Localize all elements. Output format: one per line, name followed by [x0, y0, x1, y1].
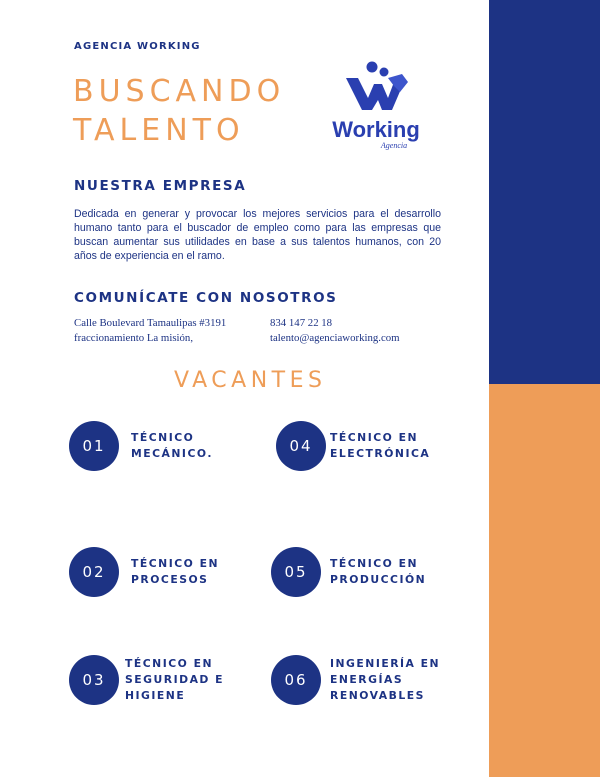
vacancy-number-badge: 01	[69, 421, 119, 471]
contact-address	[74, 316, 226, 345]
headline	[73, 72, 285, 150]
logo-wordmark: Working	[332, 117, 420, 142]
vacancy-label: TÉCNICO MECÁNICO.	[131, 431, 213, 460]
vacancy-number-badge: 02	[69, 547, 119, 597]
contact-details	[270, 316, 400, 345]
headline-line-2: TALENTO	[73, 113, 245, 148]
vacancy-number-badge: 05	[271, 547, 321, 597]
vacancy-item-04	[276, 421, 430, 471]
about-text: Dedicada en generar y provocar los mejores servicios para el desarrollo humano tanto para el buscador de empleo como para las empresas que buscan aumentar sus utilidades en base a sus talentos humanos, con 20 años de experiencia en el ramo.	[74, 208, 441, 262]
contact-title: COMUNÍCATE CON NOSOTROS	[74, 290, 338, 306]
vacancy-item-06	[271, 655, 440, 705]
vacancy-number-badge: 03	[69, 655, 119, 705]
vacancy-label: INGENIERÍA EN ENERGÍAS RENOVABLES	[330, 657, 441, 702]
contact-phone: 834 147 22 18	[270, 317, 333, 329]
side-band-blue	[489, 0, 600, 384]
side-band-orange	[489, 384, 600, 777]
contact-email[interactable]: talento@agenciaworking.com	[270, 331, 400, 344]
vacancy-item-01	[69, 421, 213, 471]
vacancy-number-badge: 04	[276, 421, 326, 471]
agency-name: AGENCIA WORKING	[74, 41, 201, 52]
headline-line-1: BUSCANDO	[73, 74, 286, 109]
about-title: NUESTRA EMPRESA	[74, 178, 247, 194]
vacancy-item-02	[69, 547, 219, 597]
vacancy-label: TÉCNICO EN ELECTRÓNICA	[330, 431, 431, 460]
vacancy-number-badge: 06	[271, 655, 321, 705]
working-logo	[324, 58, 428, 150]
running-people-w-logo-icon	[324, 58, 428, 150]
address-line-1: Calle Boulevard Tamaulipas #3191	[74, 317, 227, 329]
address-line-2: fraccionamiento La misión,	[74, 331, 194, 344]
vacancy-label: TÉCNICO EN PRODUCCIÓN	[330, 557, 427, 586]
vacantes-title: VACANTES	[174, 368, 327, 393]
vacancy-item-03	[69, 655, 224, 705]
logo-subtitle: Agencia	[380, 141, 408, 150]
vacancy-label: TÉCNICO EN PROCESOS	[131, 557, 219, 586]
vacancy-label: TÉCNICO EN SEGURIDAD E HIGIENE	[125, 657, 225, 702]
vacancy-item-05	[271, 547, 426, 597]
